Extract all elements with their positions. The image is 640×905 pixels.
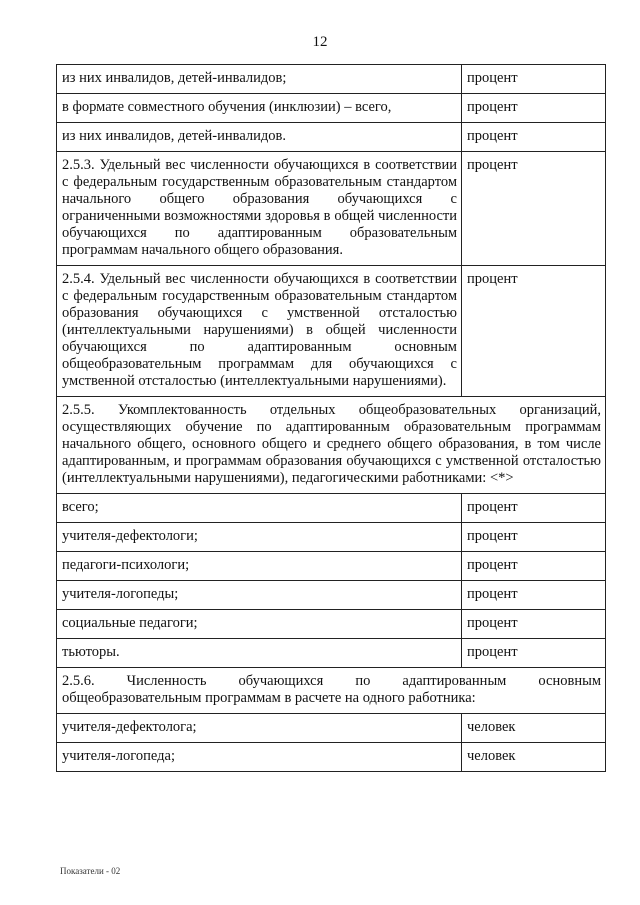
unit-cell: процент xyxy=(462,65,606,94)
indicator-cell: учителя-дефектолога; xyxy=(57,714,462,743)
indicator-cell: 2.5.3. Удельный вес численности обучающихся в соответствии с федеральным государственным образовательным стандартом начального общего образования обучающихся с ограниченными возможностями здоровья в общей численности обучающихся по адаптированным образовательным программам начального общего образования. xyxy=(57,152,462,266)
indicator-cell: педагоги-психологи; xyxy=(57,552,462,581)
unit-cell: человек xyxy=(462,743,606,772)
indicator-cell: тьюторы. xyxy=(57,639,462,668)
indicator-cell: всего; xyxy=(57,494,462,523)
unit-cell: процент xyxy=(462,523,606,552)
section-header-cell: 2.5.6. Численность обучающихся по адаптированным основным общеобразовательным программам в расчете на одного работника: xyxy=(57,668,606,714)
unit-cell: процент xyxy=(462,494,606,523)
unit-cell: процент xyxy=(462,552,606,581)
indicator-cell: учителя-логопеды; xyxy=(57,581,462,610)
table-row xyxy=(57,266,606,397)
indicators-table xyxy=(56,64,606,772)
table-row xyxy=(57,610,606,639)
unit-cell: процент xyxy=(462,610,606,639)
indicator-cell: в формате совместного обучения (инклюзии) – всего, xyxy=(57,94,462,123)
table-row xyxy=(57,714,606,743)
indicator-cell: из них инвалидов, детей-инвалидов; xyxy=(57,65,462,94)
unit-cell: процент xyxy=(462,266,606,397)
indicators-table-body xyxy=(57,65,606,772)
unit-cell: человек xyxy=(462,714,606,743)
section-header-row xyxy=(57,397,606,494)
page-footer: Показатели - 02 xyxy=(60,866,121,876)
unit-cell: процент xyxy=(462,639,606,668)
section-header-row xyxy=(57,668,606,714)
page-number: 12 xyxy=(312,34,328,50)
table-row xyxy=(57,552,606,581)
unit-cell: процент xyxy=(462,581,606,610)
section-header-cell: 2.5.5. Укомплектованность отдельных общеобразовательных организаций, осуществляющих обучение по адаптированным образовательным программам начального общего, основного общего и среднего общего образования, в том числе адаптированным, и программам образования обучающихся с умственной отсталостью (интеллектуальными нарушениями), педагогическими работниками: <*> xyxy=(57,397,606,494)
table-row xyxy=(57,581,606,610)
table-row xyxy=(57,523,606,552)
table-row xyxy=(57,94,606,123)
table-row xyxy=(57,639,606,668)
indicator-cell: 2.5.4. Удельный вес численности обучающихся в соответствии с федеральным государственным образовательным стандартом образования обучающихся с умственной отсталостью (интеллектуальными нарушениями) в общей численности обучающихся по адаптированным основным общеобразовательным программам для обучающихся с умственной отсталостью (интеллектуальными нарушениями). xyxy=(57,266,462,397)
unit-cell: процент xyxy=(462,123,606,152)
table-row xyxy=(57,152,606,266)
table-row xyxy=(57,743,606,772)
table-row xyxy=(57,494,606,523)
table-row xyxy=(57,65,606,94)
indicator-cell: учителя-дефектологи; xyxy=(57,523,462,552)
indicator-cell: учителя-логопеда; xyxy=(57,743,462,772)
unit-cell: процент xyxy=(462,94,606,123)
indicator-cell: из них инвалидов, детей-инвалидов. xyxy=(57,123,462,152)
unit-cell: процент xyxy=(462,152,606,266)
indicator-cell: социальные педагоги; xyxy=(57,610,462,639)
table-row xyxy=(57,123,606,152)
